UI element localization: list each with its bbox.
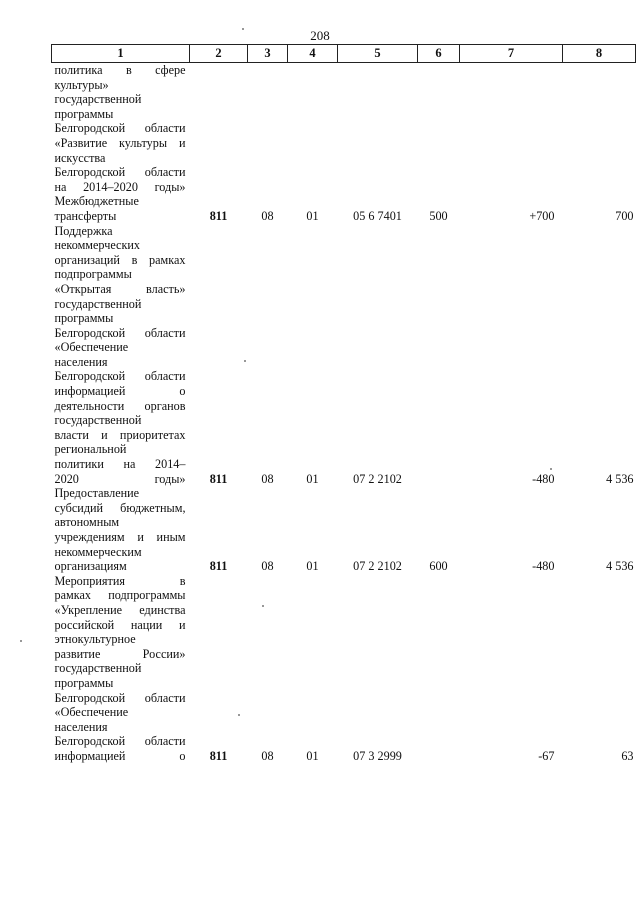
column-header-3: 3 <box>248 45 288 63</box>
description-line: Белгородской области <box>54 165 186 180</box>
description-line: Белгородской области <box>54 734 186 749</box>
section-code-cell: 08 <box>261 471 274 486</box>
description-line: политика в сфере <box>54 63 186 77</box>
column-header-5: 5 <box>338 45 418 63</box>
total-amount-cell <box>563 63 636 195</box>
table-header-row <box>52 45 636 63</box>
row-description <box>52 224 190 487</box>
target-article-cell: 07 2 2102 <box>353 559 402 574</box>
target-article-cell <box>338 63 418 195</box>
table-row <box>52 194 636 223</box>
target-article-cell: 07 3 2999 <box>353 748 402 763</box>
total-amount-cell: 4 536 <box>606 559 634 574</box>
section-code-cell: 08 <box>261 208 274 223</box>
description-line: населения <box>54 354 108 369</box>
description-line: информацией о <box>54 748 186 763</box>
admin-code-cell: 811 <box>209 559 228 574</box>
subsection-code-cell: 01 <box>306 208 319 223</box>
description-line: Поддержка <box>54 223 113 238</box>
description-line: Мероприятия в <box>54 573 186 588</box>
description-line: «Развитие культуры и <box>54 135 186 150</box>
subsection-code-cell <box>288 63 338 195</box>
target-article-cell: 05 6 7401 <box>353 208 402 223</box>
description-line: населения <box>54 719 108 734</box>
row-description <box>52 194 190 223</box>
description-line: учреждениям и иным <box>54 530 186 544</box>
admin-code-cell: 811 <box>209 471 228 486</box>
change-amount-cell: +700 <box>529 208 555 223</box>
description-line: 2020 годы» <box>54 471 186 486</box>
expense-type-cell: 500 <box>429 208 448 223</box>
description-line: региональной <box>54 442 127 457</box>
section-code-cell: 08 <box>261 559 274 574</box>
row-description <box>52 63 190 195</box>
admin-code-cell: 811 <box>209 208 228 223</box>
change-amount-cell: -480 <box>532 471 555 486</box>
description-line: рамках подпрограммы <box>54 588 186 603</box>
subsection-code-cell: 01 <box>306 559 319 574</box>
description-line: программы <box>54 311 114 326</box>
scan-speck <box>262 605 264 607</box>
description-line: Белгородской области <box>54 690 186 705</box>
description-line: на 2014–2020 годы» <box>54 179 186 194</box>
description-line: организациям <box>54 559 127 574</box>
description-line: государственной <box>54 92 142 107</box>
description-line: «Укрепление единства <box>54 602 186 617</box>
description-line: Белгородской области <box>54 121 186 136</box>
description-line: российской нации и <box>54 617 186 632</box>
description-line: трансферты <box>54 208 117 223</box>
description-line: культуры» <box>54 77 109 92</box>
column-header-2: 2 <box>190 45 248 63</box>
change-amount-cell <box>460 63 563 195</box>
description-line: развитие России» <box>54 646 186 661</box>
description-line: «Открытая власть» <box>54 281 186 296</box>
description-line: этнокультурное <box>54 632 136 647</box>
table-row <box>52 574 636 764</box>
description-line: политики на 2014– <box>54 457 186 472</box>
description-line: Предоставление <box>54 486 140 501</box>
description-line: программы <box>54 675 114 690</box>
description-line: искусства <box>54 150 106 165</box>
section-code-cell: 08 <box>261 748 274 763</box>
expense-type-cell <box>418 224 460 487</box>
description-line: некоммерческих <box>54 238 141 253</box>
scan-speck <box>244 360 246 362</box>
subsection-code-cell: 01 <box>306 748 319 763</box>
description-line: государственной <box>54 296 142 311</box>
change-amount-cell: -480 <box>532 559 555 574</box>
total-amount-cell: 4 536 <box>606 471 634 486</box>
table-row <box>52 486 636 574</box>
description-line: организаций в рамках <box>54 252 186 267</box>
description-line: автономным <box>54 515 120 530</box>
column-header-6: 6 <box>418 45 460 63</box>
target-article-cell: 07 2 2102 <box>353 471 402 486</box>
description-line: программы <box>54 106 114 121</box>
expense-type-cell: 600 <box>429 559 448 574</box>
scan-speck <box>550 468 552 470</box>
section-code-cell <box>248 63 288 195</box>
expense-type-cell <box>418 63 460 195</box>
table-row <box>52 63 636 195</box>
description-line: «Обеспечение <box>54 340 129 355</box>
description-line: субсидий бюджетным, <box>54 500 186 515</box>
admin-code-cell <box>190 63 248 195</box>
expense-type-cell <box>418 574 460 764</box>
description-line: «Обеспечение <box>54 705 129 720</box>
row-description <box>52 574 190 764</box>
description-line: информацией о <box>54 384 186 399</box>
column-header-7: 7 <box>460 45 563 63</box>
description-line: подпрограммы <box>54 267 132 282</box>
description-line: государственной <box>54 413 142 428</box>
scan-speck <box>20 640 22 642</box>
total-amount-cell: 700 <box>615 208 634 223</box>
description-line: Межбюджетные <box>54 194 139 209</box>
description-line: власти и приоритетах <box>54 427 186 442</box>
description-line: некоммерческим <box>54 544 142 559</box>
total-amount-cell: 63 <box>621 748 634 763</box>
column-header-8: 8 <box>563 45 636 63</box>
description-line: Белгородской области <box>54 369 186 384</box>
row-description <box>52 486 190 574</box>
scan-speck <box>242 28 244 30</box>
change-amount-cell: -67 <box>538 748 555 763</box>
scan-speck <box>238 714 240 716</box>
table-row <box>52 224 636 487</box>
description-line: деятельности органов <box>54 398 186 413</box>
description-line: Белгородской области <box>54 325 186 340</box>
column-header-1: 1 <box>52 45 190 63</box>
subsection-code-cell: 01 <box>306 471 319 486</box>
admin-code-cell: 811 <box>209 748 228 763</box>
budget-table <box>51 44 636 764</box>
column-header-4: 4 <box>288 45 338 63</box>
description-line: государственной <box>54 661 142 676</box>
page-number: 208 <box>310 28 330 43</box>
